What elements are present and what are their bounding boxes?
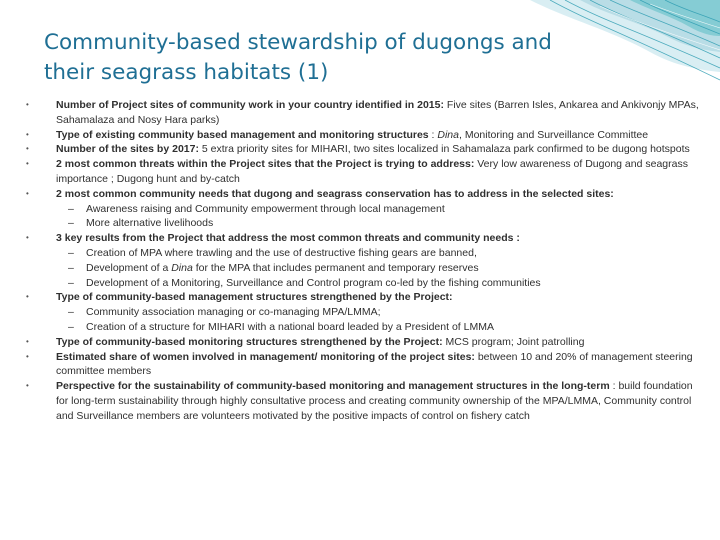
- bullet-icon: •: [26, 144, 29, 154]
- list-item-monitoring-structures: [26, 335, 702, 350]
- list-item-common-threats: [26, 157, 702, 187]
- sub-item-text: Awareness raising and Community empowerment through local management: [86, 202, 445, 215]
- question-label: Number of Project sites of community work in your country identified in 2015:: [56, 99, 444, 111]
- dash-icon: –: [68, 306, 74, 319]
- answer-text: : build foundation for long-term sustainability through highly consultative process and creating community ownership of the MPA/LMMA, Community control and Surveillance members are volunteers motivated by the positive impacts of control on fishery catch: [56, 380, 693, 422]
- answer-italic: Dina: [437, 128, 459, 141]
- answer-text: 5 extra priority sites for MIHARI, two sites localized in Sahamalaza park confirmed to be dugong hotspots: [198, 143, 690, 156]
- slide-title-line-2: their seagrass habitats (1): [44, 60, 329, 85]
- bullet-icon: •: [26, 129, 29, 139]
- list-item-sites-2017: [26, 142, 702, 157]
- dash-icon: –: [68, 217, 74, 230]
- question-label: Type of community-based management structures strengthened by the Project:: [56, 291, 453, 304]
- slide-title-line-1: Community-based stewardship of dugongs and: [44, 30, 552, 55]
- sub-item: [26, 261, 702, 276]
- answer-text: :: [428, 128, 438, 141]
- list-item-key-results: [26, 231, 702, 246]
- question-label: Type of existing community based management and monitoring structures: [56, 128, 429, 141]
- bullet-icon: •: [26, 233, 29, 243]
- sub-item-text: Development of a Monitoring, Surveillance and Control program co-led by the fishing communities: [86, 276, 541, 289]
- question-label: Type of community-based monitoring structures strengthened by the Project:: [56, 335, 443, 348]
- sub-item: [26, 202, 702, 217]
- question-label: 2 most common community needs that dugong and seagrass conservation has to address in the selected sites:: [56, 187, 614, 200]
- answer-text: Five sites (Barren Isles, Ankarea and Ankivonjy MPAs, Sahamalaza and Nosy Hara parks): [56, 99, 699, 126]
- bullet-icon: •: [26, 351, 29, 361]
- dash-icon: –: [68, 246, 74, 259]
- question-label: 2 most common threats within the Project sites that the Project is trying to address:: [56, 158, 475, 171]
- sub-item: [26, 216, 702, 231]
- sub-item: [26, 320, 702, 335]
- slide-title: [44, 28, 604, 88]
- sub-item: [26, 305, 702, 320]
- list-item-women-share: [26, 350, 702, 380]
- list-item-management-structures: [26, 290, 702, 305]
- bullet-icon: •: [26, 381, 29, 391]
- sub-item-italic: Dina: [171, 261, 193, 274]
- bullet-icon: •: [26, 336, 29, 346]
- question-label: Estimated share of women involved in management/ monitoring of the project sites:: [56, 350, 475, 363]
- sub-item-text: Development of a: [86, 261, 172, 274]
- dash-icon: –: [68, 202, 74, 215]
- list-item-sustainability: [26, 379, 702, 423]
- bullet-icon: •: [26, 188, 29, 198]
- answer-text: MCS program; Joint patrolling: [442, 335, 585, 348]
- dash-icon: –: [68, 261, 74, 274]
- sub-item-text: for the MPA that includes permanent and temporary reserves: [192, 261, 479, 274]
- list-item-existing-structures: [26, 128, 702, 143]
- answer-text: Very low awareness of Dugong and seagrass importance ; Dugong hunt and by-catch: [56, 158, 688, 185]
- dash-icon: –: [68, 276, 74, 289]
- bullet-icon: •: [26, 292, 29, 302]
- bullet-icon: •: [26, 100, 29, 109]
- sub-item-text: Creation of MPA where trawling and the use of destructive fishing gears are banned,: [86, 246, 477, 259]
- question-label: 3 key results from the Project that address the most common threats and community needs :: [56, 232, 520, 245]
- sub-item-text: Creation of a structure for MIHARI with a national board leaded by a President of LMMA: [86, 320, 494, 333]
- sub-item: [26, 246, 702, 261]
- list-item-community-needs: [26, 187, 702, 202]
- list-item-sites-2015: [26, 98, 702, 128]
- answer-text: , Monitoring and Surveillance Committee: [459, 128, 649, 141]
- answer-text: between 10 and 20% of management steering committee members: [56, 350, 693, 378]
- question-label: Perspective for the sustainability of community-based monitoring and management structures in the long-term: [56, 380, 610, 393]
- bullet-icon: •: [26, 159, 29, 169]
- dash-icon: –: [68, 320, 74, 333]
- bullet-list: [26, 98, 702, 424]
- sub-item: [26, 276, 702, 291]
- sub-item-text: Community association managing or co-managing MPA/LMMA;: [86, 306, 381, 319]
- question-label: Number of the sites by 2017:: [56, 143, 199, 156]
- sub-item-text: More alternative livelihoods: [86, 217, 214, 230]
